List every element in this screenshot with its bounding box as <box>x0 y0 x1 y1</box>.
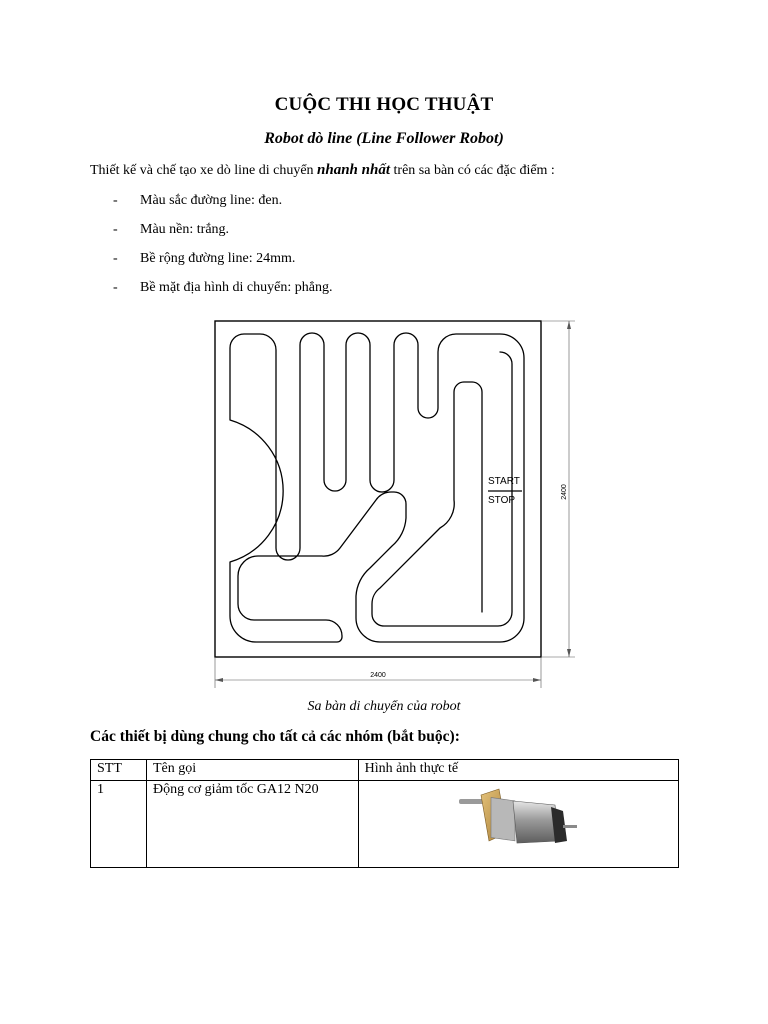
bullet-text: Màu sắc đường line: đen. <box>140 193 283 208</box>
bullet-text: Bề rộng đường line: 24mm. <box>140 251 296 266</box>
bullet-dash: - <box>113 222 118 237</box>
track-line <box>230 333 524 642</box>
list-item <box>113 250 332 279</box>
intro-text-before: Thiết kế và chế tạo xe dò line di chuyển <box>90 163 318 178</box>
gear-motor-photo <box>459 785 579 857</box>
cell-image <box>358 781 678 868</box>
document-subtitle: Robot dò line (Line Follower Robot) <box>264 130 504 147</box>
column-header-name: Tên gọi <box>146 760 358 781</box>
intro-emphasis: nhanh nhất <box>317 162 391 178</box>
table-row <box>91 781 679 868</box>
track-board-border <box>215 321 541 657</box>
document-title: CUỘC THI HỌC THUẬT <box>274 94 494 115</box>
list-item <box>113 192 332 221</box>
bullet-dash: - <box>113 193 118 208</box>
cell-stt: 1 <box>91 781 147 868</box>
column-header-image: Hình ảnh thực tế <box>358 760 678 781</box>
cell-name: Động cơ giảm tốc GA12 N20 <box>146 781 358 868</box>
arrow-down-icon <box>567 649 571 657</box>
bullet-text: Bề mặt địa hình di chuyển: phẳng. <box>140 280 333 295</box>
equipment-table <box>90 759 679 868</box>
table-header-row <box>91 760 679 781</box>
bullet-text: Màu nền: trắng. <box>140 222 230 237</box>
list-item <box>113 221 332 250</box>
start-label: START <box>488 476 520 487</box>
intro-paragraph <box>90 162 555 179</box>
width-dimension-label: 2400 <box>370 672 386 679</box>
figure-caption: Sa bàn di chuyển của robot <box>307 699 461 714</box>
arrow-right-icon <box>533 678 541 682</box>
arrow-left-icon <box>215 678 223 682</box>
arrow-up-icon <box>567 321 571 329</box>
list-item <box>113 279 332 308</box>
requirements-list <box>113 192 332 308</box>
intro-text-after: trên sa bàn có các đặc điểm : <box>390 163 555 178</box>
bullet-dash: - <box>113 251 118 266</box>
stop-label: STOP <box>488 495 516 506</box>
track-diagram <box>205 312 580 690</box>
height-dimension-label: 2400 <box>561 484 568 500</box>
column-header-stt: STT <box>91 760 147 781</box>
section-heading: Các thiết bị dùng chung cho tất cả các nhóm (bắt buộc): <box>90 728 460 745</box>
bullet-dash: - <box>113 280 118 295</box>
